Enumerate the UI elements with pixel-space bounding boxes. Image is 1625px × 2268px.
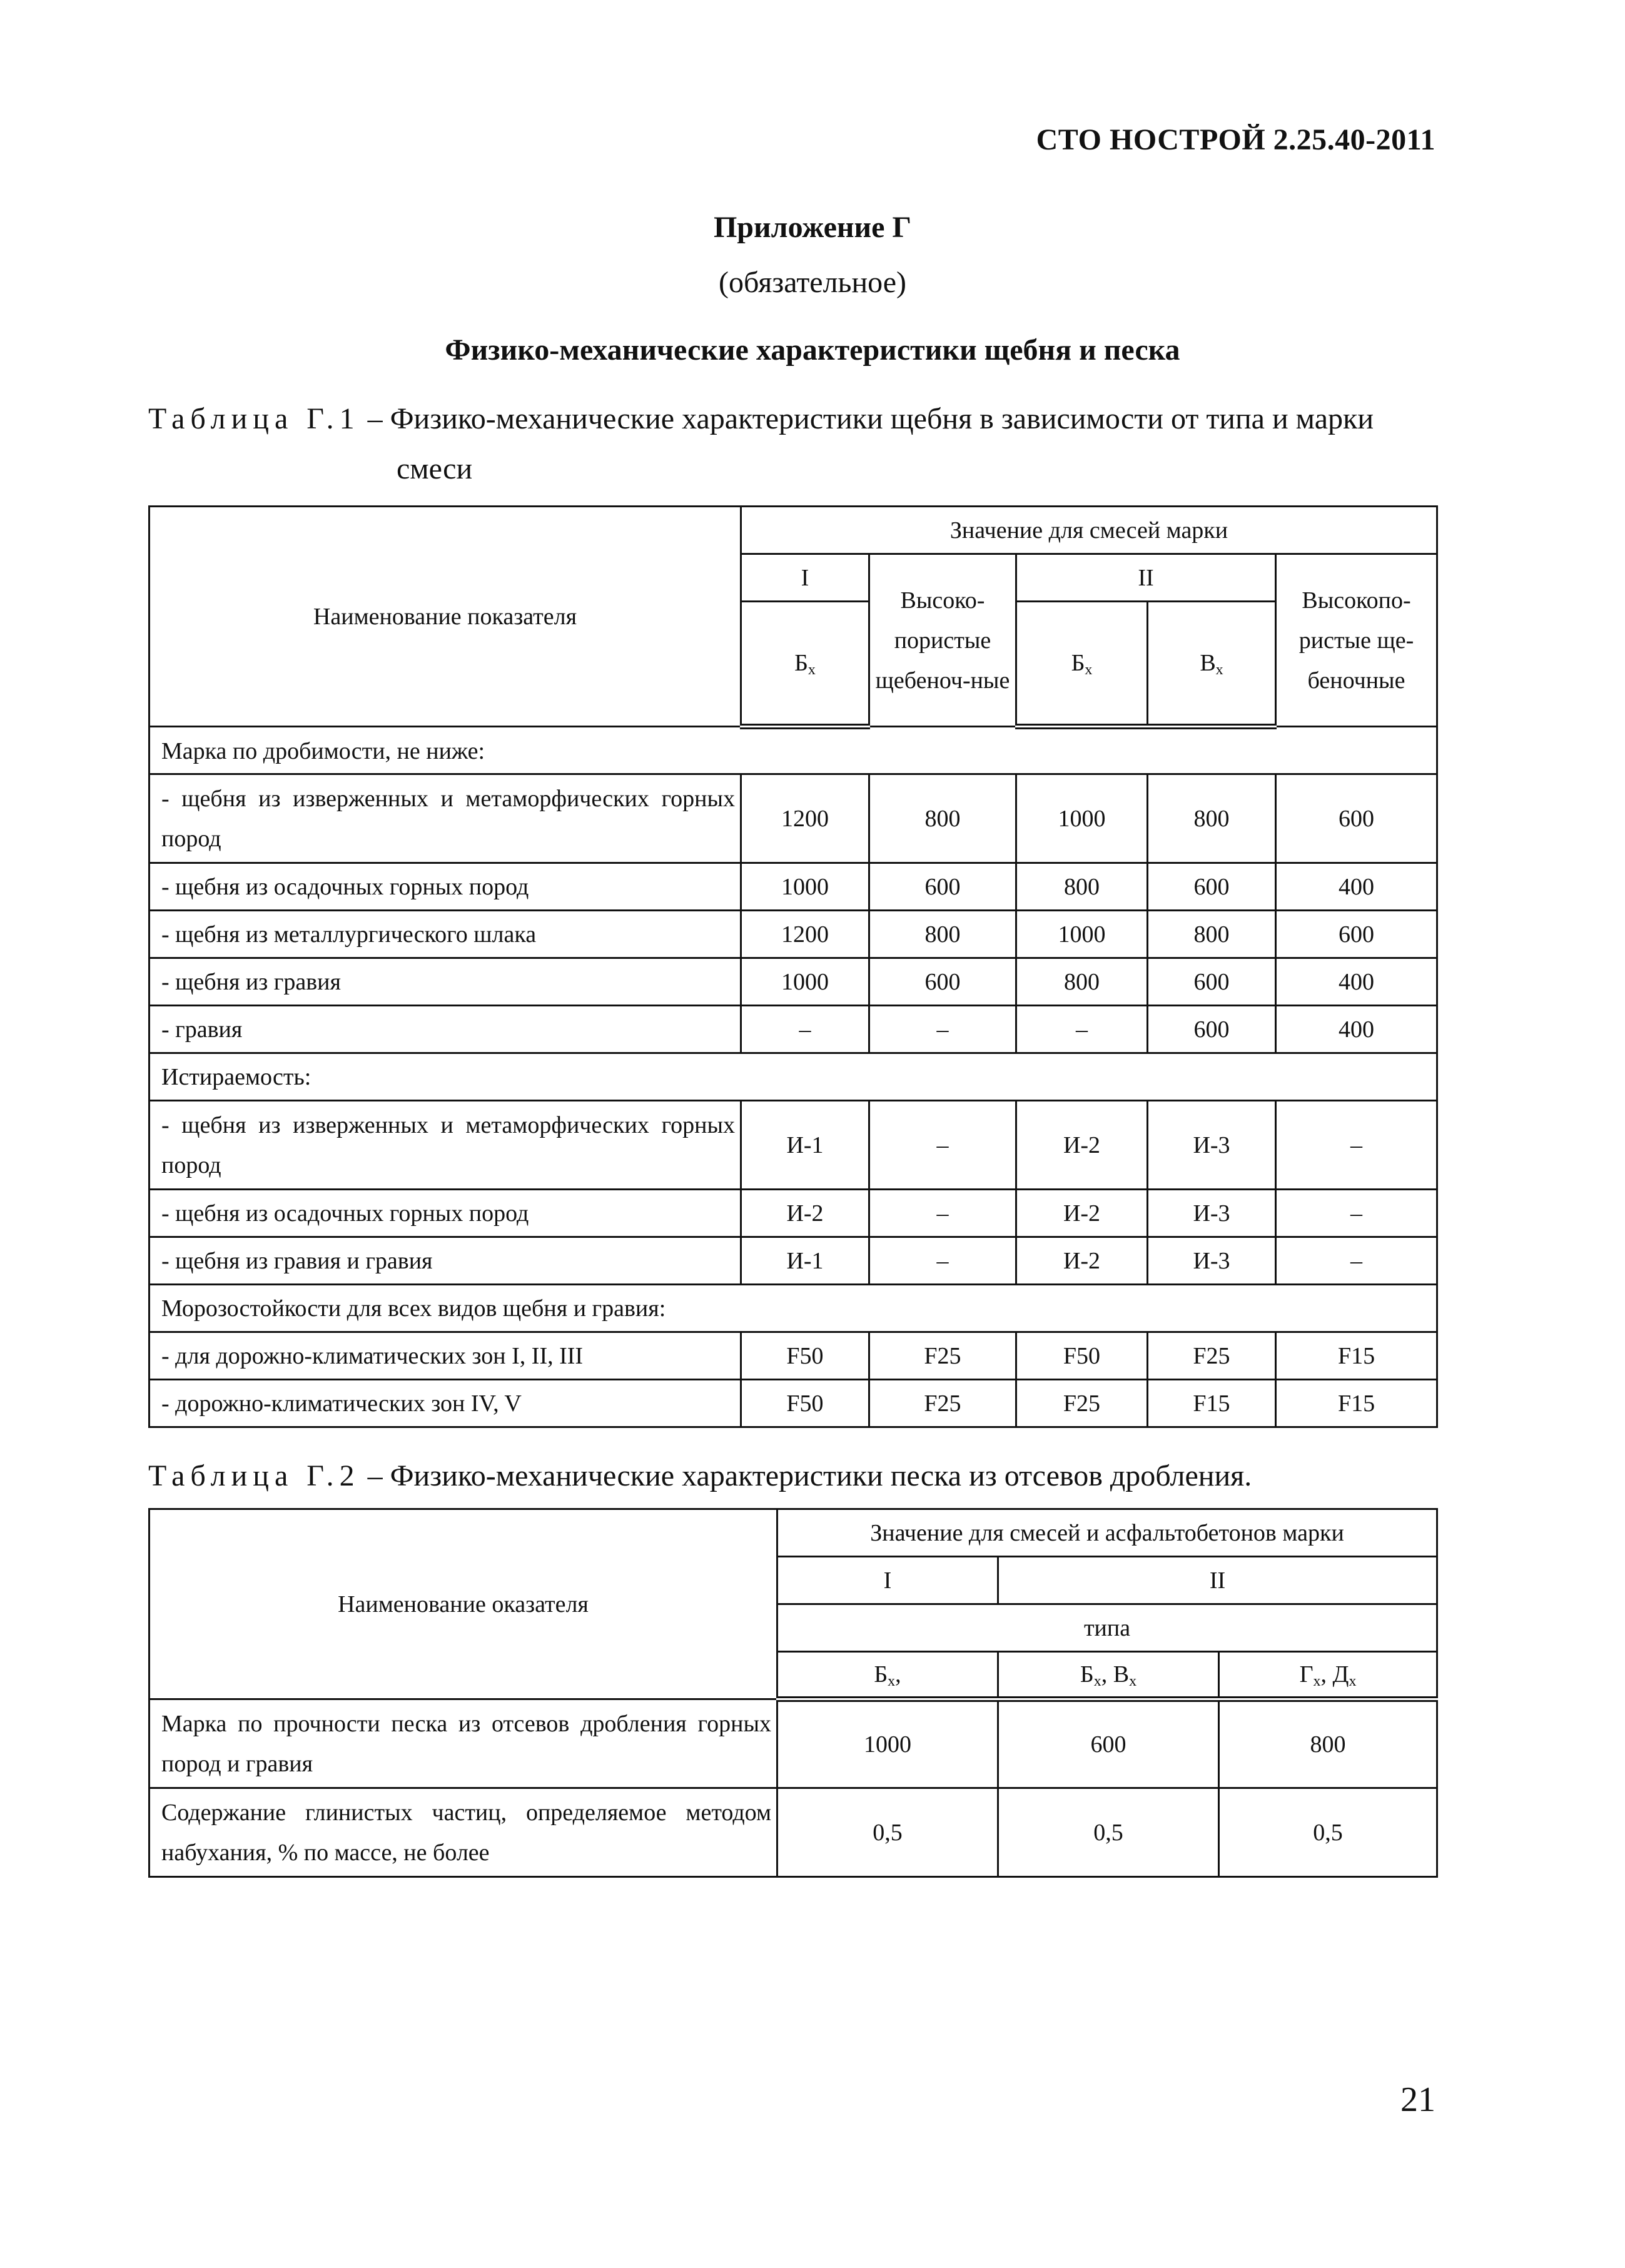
table1-header-mark-2: II [1016, 554, 1276, 602]
table2-caption-text: Физико-механические характеристики песка из отсевов дробления. [390, 1459, 1252, 1492]
table1-cell: – [869, 1237, 1016, 1285]
table1-row [149, 863, 1437, 911]
table1-caption-dash: – [360, 402, 390, 435]
appendix-title: Приложение Г [713, 211, 912, 244]
table1-cell: – [1276, 1101, 1437, 1190]
table1-cell: 1000 [1016, 911, 1148, 958]
table1-cell: – [1016, 1006, 1148, 1053]
table1-cell: И-2 [741, 1190, 869, 1237]
table1-cell: 600 [869, 863, 1016, 911]
table1-cell: F15 [1148, 1380, 1276, 1427]
table1-cell: F50 [741, 1380, 869, 1427]
table2-caption [148, 1451, 1437, 1501]
table1-cell: 1000 [741, 958, 869, 1006]
table2 [148, 1508, 1438, 1878]
table2-row [149, 1699, 1437, 1788]
table1-row [149, 1237, 1437, 1285]
table1-cell: F50 [741, 1332, 869, 1380]
table1-row-name: - щебня из изверженных и метаморфических горных пород [149, 774, 741, 863]
table1-header-name: Наименование показателя [149, 507, 741, 727]
table1-cell: 1200 [741, 911, 869, 958]
table1-cell: 1000 [741, 863, 869, 911]
table1-cell: 800 [869, 774, 1016, 863]
table1-cell: И-2 [1016, 1190, 1148, 1237]
table1-cell: – [741, 1006, 869, 1053]
table1-header-highporous-1: Высоко-пористые щебеноч-ные [869, 554, 1016, 727]
table1-cell: 400 [1276, 958, 1437, 1006]
table1-row-name: - гравия [149, 1006, 741, 1053]
table1-cell: 600 [1148, 1006, 1276, 1053]
table2-header-col-1: $Б_х$, [777, 1652, 998, 1699]
section-title: Физико-механические характеристики щебня и песка [445, 333, 1180, 367]
table2-cell: 800 [1219, 1699, 1437, 1788]
table2-cell: 0,5 [777, 1788, 998, 1877]
appendix-status: (обязательное) [719, 266, 906, 299]
table1-row [149, 1332, 1437, 1380]
table1-cell: F25 [1016, 1380, 1148, 1427]
table1-caption-continuation: смеси [397, 452, 473, 485]
table1-section-row [149, 1285, 1437, 1332]
table2-header-col-3: $Г_х$, $Д_х$ [1219, 1652, 1437, 1699]
table2-body [149, 1699, 1437, 1877]
table1-cell: И-3 [1148, 1101, 1276, 1190]
table1-cell: 800 [1148, 911, 1276, 958]
table1-body [149, 727, 1437, 1427]
table1-cell: 800 [1016, 958, 1148, 1006]
table1-row-name: - щебня из осадочных горных пород [149, 863, 741, 911]
table1-row-name: - дорожно-климатических зон IV, V [149, 1380, 741, 1427]
table1-cell: И-3 [1148, 1237, 1276, 1285]
table2-header-type: типа [777, 1604, 1437, 1652]
table1-cell: – [1276, 1237, 1437, 1285]
table2-header-mark-2: II [998, 1557, 1437, 1604]
table1-cell: 600 [1148, 958, 1276, 1006]
table2-header-group: Значение для смесей и асфальтобетонов марки [777, 1509, 1437, 1557]
table1-cell: 600 [1276, 911, 1437, 958]
table1-cell: 600 [1276, 774, 1437, 863]
table2-cell: 0,5 [998, 1788, 1219, 1877]
table2-header-name: Наименование оказателя [149, 1509, 777, 1699]
table1-cell: F25 [869, 1332, 1016, 1380]
table1-row-name: - для дорожно-климатических зон I, II, III [149, 1332, 741, 1380]
table1 [148, 505, 1438, 1428]
table2-row-name: Содержание глинистых частиц, определяемое методом набухания, % по массе, не более [149, 1788, 777, 1877]
table1-row [149, 1101, 1437, 1190]
table1-cell: F15 [1276, 1380, 1437, 1427]
table1-cell: 1200 [741, 774, 869, 863]
table1-cell: И-3 [1148, 1190, 1276, 1237]
table1-cell: И-2 [1016, 1101, 1148, 1190]
table1-cell: 800 [1016, 863, 1148, 911]
table1-row-name: - щебня из осадочных горных пород [149, 1190, 741, 1237]
table1-cell: И-2 [1016, 1237, 1148, 1285]
table1-cell: – [869, 1006, 1016, 1053]
table2-cell: 600 [998, 1699, 1219, 1788]
table1-cell: 800 [869, 911, 1016, 958]
table2-header-col-2: $Б_х$, $В_х$ [998, 1652, 1219, 1699]
table2-caption-dash: – [360, 1459, 390, 1492]
table1-row [149, 1380, 1437, 1427]
table2-cell: 1000 [777, 1699, 998, 1788]
table1-cell: 400 [1276, 863, 1437, 911]
table1-cell: 1000 [1016, 774, 1148, 863]
table1-header-vx-2: $В_х$ [1148, 602, 1276, 727]
table1-caption-label: Таблица Г.1 [148, 402, 360, 435]
table1-header-highporous-2: Высокопо-ристые ще-беночные [1276, 554, 1437, 727]
table1-cell: F25 [869, 1380, 1016, 1427]
page-number: 21 [1400, 2080, 1435, 2119]
table1-caption [148, 394, 1437, 494]
table2-header-mark-1: I [777, 1557, 998, 1604]
document-code: СТО НОСТРОЙ 2.25.40-2011 [1036, 123, 1435, 156]
table1-cell: – [1276, 1190, 1437, 1237]
table1-row [149, 1006, 1437, 1053]
table1-header-bx-2: $Б_х$ [1016, 602, 1148, 727]
table1-caption-text: Физико-механические характеристики щебня в зависимости от типа и марки [390, 402, 1374, 435]
table1-row-name: - щебня из изверженных и метаморфических горных пород [149, 1101, 741, 1190]
table1-section-title: Истираемость: [149, 1053, 1437, 1101]
table1-section-row [149, 1053, 1437, 1101]
table1-header-bx-1: $Б_х$ [741, 602, 869, 727]
table1-row [149, 774, 1437, 863]
table1-cell: – [869, 1101, 1016, 1190]
table1-section-title: Марка по дробимости, не ниже: [149, 727, 1437, 774]
table1-cell: F50 [1016, 1332, 1148, 1380]
table1-cell: 800 [1148, 774, 1276, 863]
table1-cell: И-1 [741, 1101, 869, 1190]
table1-cell: 600 [869, 958, 1016, 1006]
table1-section-row [149, 727, 1437, 774]
table1-cell: 600 [1148, 863, 1276, 911]
table1-cell: – [869, 1190, 1016, 1237]
table1-row [149, 911, 1437, 958]
table1-row [149, 1190, 1437, 1237]
table1-row-name: - щебня из гравия [149, 958, 741, 1006]
table1-header-group: Значение для смесей марки [741, 507, 1437, 554]
table1-row-name: - щебня из металлургического шлака [149, 911, 741, 958]
table2-row-name: Марка по прочности песка из отсевов дробления горных пород и гравия [149, 1699, 777, 1788]
table1-row [149, 958, 1437, 1006]
table2-row [149, 1788, 1437, 1877]
table1-cell: F15 [1276, 1332, 1437, 1380]
table1-row-name: - щебня из гравия и гравия [149, 1237, 741, 1285]
table1-cell: F25 [1148, 1332, 1276, 1380]
table2-caption-label: Таблица Г.2 [148, 1459, 360, 1492]
table1-cell: И-1 [741, 1237, 869, 1285]
table1-header-mark-1: I [741, 554, 869, 602]
table1-cell: 400 [1276, 1006, 1437, 1053]
table1-section-title: Морозостойкости для всех видов щебня и гравия: [149, 1285, 1437, 1332]
table2-cell: 0,5 [1219, 1788, 1437, 1877]
